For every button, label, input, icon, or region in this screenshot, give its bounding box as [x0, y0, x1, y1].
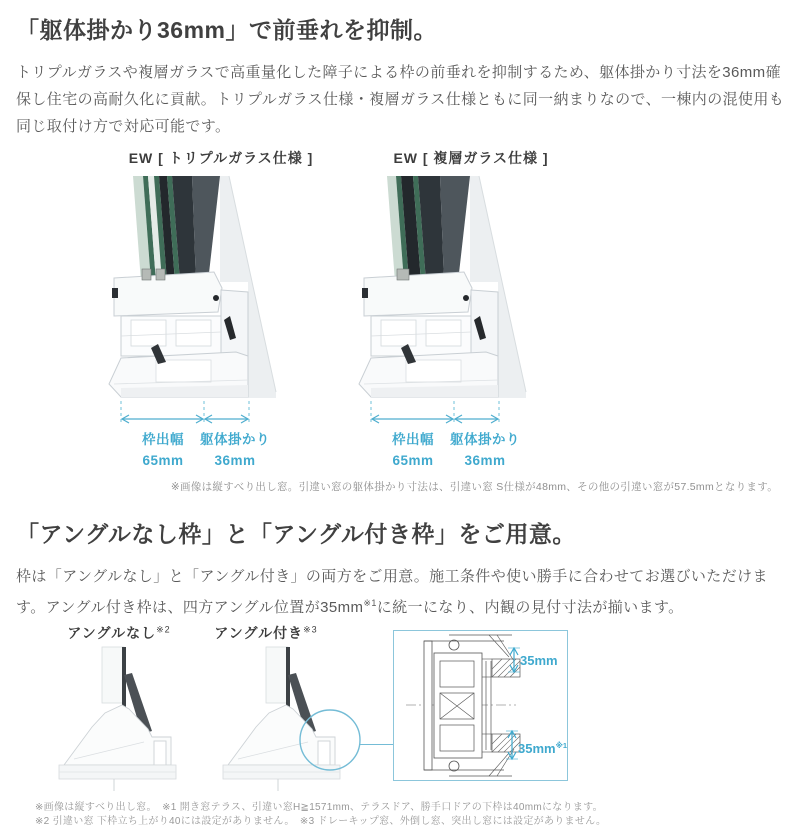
- label-text: アングルなし: [67, 625, 157, 642]
- figure-with-angle-label: [196, 623, 336, 643]
- dim-value: 65mm: [392, 453, 434, 469]
- figure-double-glass: [346, 148, 596, 477]
- section2-heading: 「アングルなし枠」と「アングル付き枠」をご用意。: [16, 521, 576, 548]
- double-dimension-labels: [346, 429, 596, 477]
- detail-dim-bottom: 35mm: [518, 741, 556, 757]
- footer-note-line2: ※2 引違い窓 下枠立ち上がり40には設定がありません。 ※3 ドレーキップ窓、外倒し窓、突出し窓には設定がありません。: [35, 816, 607, 828]
- detail-connector-line: [360, 744, 393, 745]
- section1-body: トリプルガラスや複層ガラスで高重量化した障子による枠の前垂れを抑制するため、躯体掛かり寸法を36mm確保し住宅の高耐久化に貢献。トリプルガラス仕様・複層ガラス仕様ともに同一納まりなので、一棟内の混使用も同じ取付け方で対応可能です。: [16, 64, 785, 136]
- dim-value: 36mm: [214, 453, 256, 469]
- dim-name: 躯体掛かり: [200, 432, 270, 448]
- angle-detail-box: [393, 630, 568, 781]
- label-sup: ※3: [303, 624, 318, 635]
- section2-body: [16, 563, 794, 621]
- section2-body-sup: ※1: [363, 598, 377, 609]
- double-glass-cross-section-image: [346, 170, 596, 430]
- section2-body-text: 枠は「アングルなし」と「アングル付き」の両方をご用意。施工条件や使い勝手に合わせてお選びいただけます。アングル付き枠は、四方アングル位置が35mm: [16, 568, 768, 617]
- detail-dim-top: 35mm: [520, 653, 558, 669]
- figure-triple-glass-label: EW [ トリプルガラス仕様 ]: [128, 150, 314, 167]
- dim-body-overlap: [444, 429, 526, 471]
- dim-value: 65mm: [142, 453, 184, 469]
- section2-body-text2: に統一になり、内観の見付寸法が揃います。: [376, 599, 684, 617]
- label-sup: ※2: [156, 624, 171, 635]
- dim-body-overlap: [194, 429, 276, 471]
- dim-value: 36mm: [464, 453, 506, 469]
- triple-dimension-labels: [96, 429, 346, 477]
- no-angle-cross-section-image: [44, 647, 199, 792]
- cross-section-figures: [96, 148, 784, 477]
- angle-detail-drawing: [394, 631, 567, 780]
- with-angle-cross-section-image: [208, 647, 368, 792]
- section1-heading: 「躯体掛かり36mm」で前垂れを抑制。: [16, 17, 437, 43]
- angle-figures: [16, 623, 784, 795]
- section1-note: ※画像は縦すべり出し窓。引違い窓の躯体掛かり寸法は、引違い窓 S仕様が48mm、その他の引違い窓が57.5mmとなります。: [170, 481, 778, 494]
- triple-glass-cross-section-image: [96, 170, 346, 430]
- dim-name: 枠出幅: [392, 432, 434, 448]
- figure-triple-glass: [96, 148, 346, 477]
- dim-name: 躯体掛かり: [450, 432, 520, 448]
- figure-no-angle-label: [44, 623, 194, 643]
- label-text: アングル付き: [214, 625, 304, 642]
- dim-name: 枠出幅: [142, 432, 184, 448]
- svg-text:35mm※1: [518, 741, 567, 756]
- detail-dim-bottom-sup: ※1: [555, 741, 568, 751]
- footer-notes: [16, 801, 784, 829]
- footer-note-line1: ※画像は縦すべり出し窓。 ※1 開き窓テラス、引違い窓H≧1571mm、テラスドア、勝手口ドアの下枠は40mmになります。: [35, 802, 603, 814]
- figure-double-glass-label: EW [ 複層ガラス仕様 ]: [393, 150, 549, 167]
